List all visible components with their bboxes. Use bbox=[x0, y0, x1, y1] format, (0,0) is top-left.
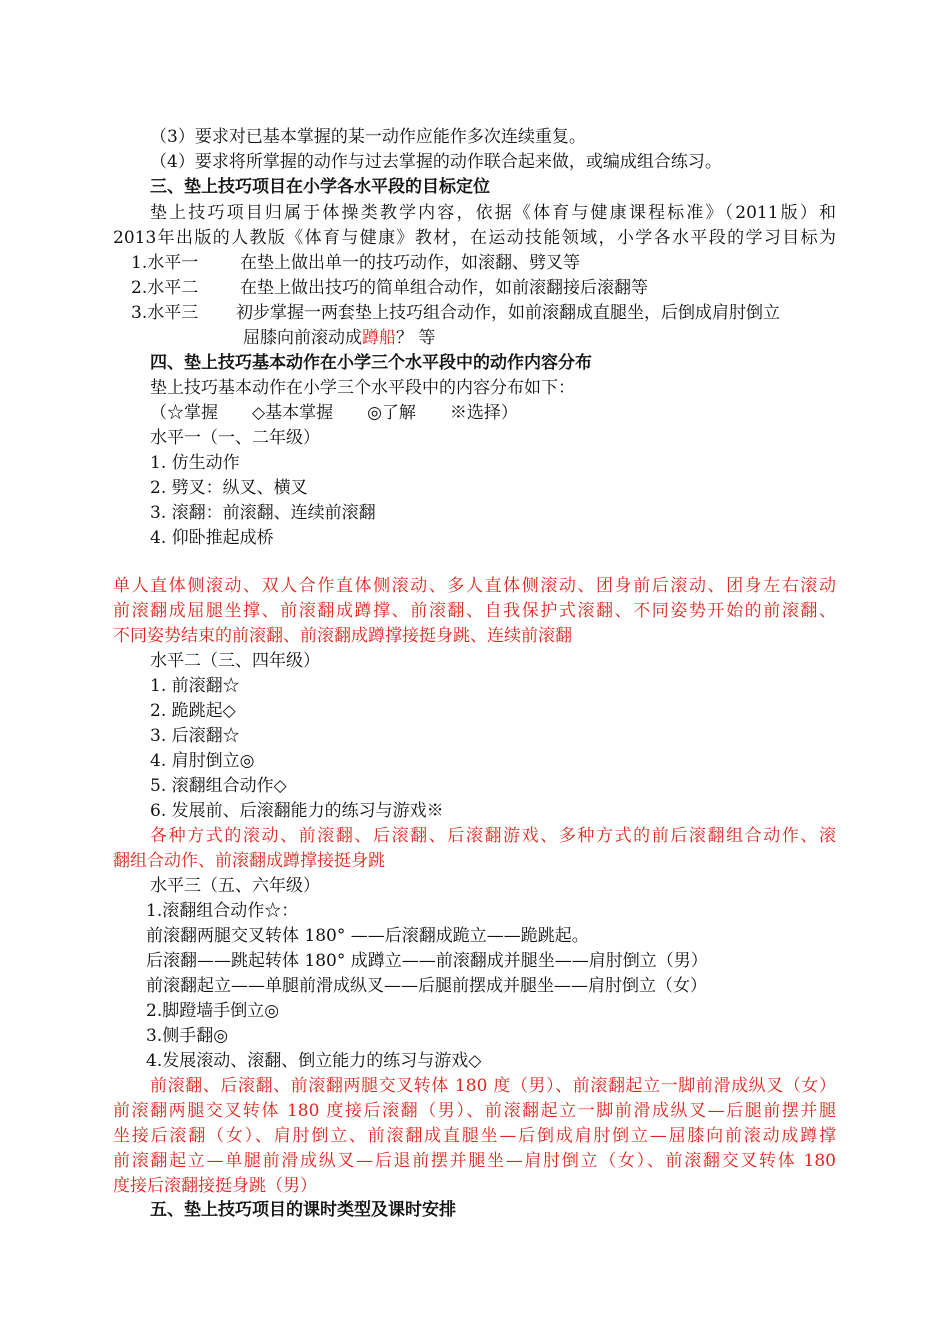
level-3-item: 前滚翻起立——单腿前滑成纵叉——后腿前摆成并腿坐——肩肘倒立（女） bbox=[146, 976, 707, 996]
section-4-legend: （☆掌握 ◇基本掌握 ◎了解 ※选择） bbox=[150, 403, 518, 423]
level-3-goal: 初步掌握一两套垫上技巧组合动作，如前滚翻成直腿坐，后倒成肩肘倒立 bbox=[236, 303, 780, 323]
level-3-item: 后滚翻——跳起转体 180° 成蹲立——前滚翻成并腿坐——肩肘倒立（男） bbox=[146, 951, 708, 971]
level-3-title: 水平三（五、六年级） bbox=[150, 876, 320, 896]
level-2-item: 3. 后滚翻☆ bbox=[150, 726, 240, 746]
level-2-item: 6. 发展前、后滚翻能力的练习与游戏※ bbox=[150, 801, 444, 821]
requirement-3: （3）要求对已基本掌握的某一动作应能作多次连续重复。 bbox=[150, 127, 586, 147]
level-2-label: 2.水平二 bbox=[131, 278, 199, 298]
level-1-red-line: 单人直体侧滚动、双人合作直体侧滚动、多人直体侧滚动、团身前后滚动、团身左右滚动 bbox=[113, 576, 836, 596]
level-3-label: 3.水平三 bbox=[131, 303, 199, 323]
level-1-red-line: 不同姿势结束的前滚翻、前滚翻成蹲撑接挺身跳、连续前滚翻 bbox=[113, 626, 572, 646]
level-3-item: 前滚翻两腿交叉转体 180° ——后滚翻成跪立——跪跳起。 bbox=[146, 926, 589, 946]
level-3-item: 1.滚翻组合动作☆： bbox=[146, 901, 299, 921]
section-4-intro: 垫上技巧基本动作在小学三个水平段中的内容分布如下： bbox=[150, 378, 575, 398]
level-2-item: 5. 滚翻组合动作◇ bbox=[150, 776, 287, 796]
level-3-red-line: 前滚翻起立—单腿前滑成纵叉—后退前摆并腿坐—肩肘倒立（女）、前滚翻交叉转体 180 bbox=[113, 1151, 836, 1171]
level-1-red-line: 前滚翻成屈腿坐撑、前滚翻成蹲撑、前滚翻、自我保护式滚翻、不同姿势开始的前滚翻、 bbox=[113, 601, 836, 621]
level-2-title: 水平二（三、四年级） bbox=[150, 651, 320, 671]
level-2-red-line: 翻组合动作、前滚翻成蹲撑接挺身跳 bbox=[113, 851, 385, 871]
level-3-cont-red-term: 蹲船 bbox=[362, 328, 396, 348]
level-2-item: 1. 前滚翻☆ bbox=[150, 676, 240, 696]
level-3-red-line: 前滚翻两腿交叉转体 180 度接后滚翻（男）、前滚翻起立一脚前滑成纵叉—后腿前摆并腿 bbox=[113, 1101, 836, 1121]
level-3-goal-continued bbox=[243, 326, 435, 351]
level-1-item: 1. 仿生动作 bbox=[150, 453, 240, 473]
level-1-item: 4. 仰卧推起成桥 bbox=[150, 528, 274, 548]
level-2-goal: 在垫上做出技巧的简单组合动作，如前滚翻接后滚翻等 bbox=[240, 278, 648, 298]
level-3-cont-prefix: 屈膝向前滚动成 bbox=[243, 328, 362, 348]
level-3-cont-suffix: ？ 等 bbox=[396, 328, 436, 348]
section-4-heading: 四、垫上技巧基本动作在小学三个水平段中的动作内容分布 bbox=[150, 353, 592, 373]
level-1-item: 2. 劈叉：纵叉、横叉 bbox=[150, 478, 308, 498]
section-3-intro-line-2: 2013年出版的人教版《体育与健康》教材，在运动技能领域，小学各水平段的学习目标为 bbox=[113, 228, 836, 248]
level-2-red-line: 各种方式的滚动、前滚翻、后滚翻、后滚翻游戏、多种方式的前后滚翻组合动作、滚 bbox=[150, 826, 836, 846]
level-3-item: 4.发展滚动、滚翻、倒立能力的练习与游戏◇ bbox=[146, 1051, 482, 1071]
level-3-red-line: 前滚翻、后滚翻、前滚翻两腿交叉转体 180 度（男）、前滚翻起立一脚前滑成纵叉（女） bbox=[150, 1076, 836, 1096]
section-5-heading: 五、垫上技巧项目的课时类型及课时安排 bbox=[150, 1200, 456, 1220]
section-3-intro-line-1: 垫上技巧项目归属于体操类教学内容，依据《体育与健康课程标准》（2011版）和 bbox=[150, 203, 836, 223]
level-1-label: 1.水平一 bbox=[131, 253, 199, 273]
level-3-item: 3.侧手翻◎ bbox=[146, 1026, 229, 1046]
level-2-item: 2. 跪跳起◇ bbox=[150, 701, 236, 721]
requirement-4: （4）要求将所掌握的动作与过去掌握的动作联合起来做，或编成组合练习。 bbox=[150, 152, 722, 172]
level-2-item: 4. 肩肘倒立◎ bbox=[150, 751, 255, 771]
level-1-goal: 在垫上做出单一的技巧动作，如滚翻、劈叉等 bbox=[240, 253, 580, 273]
section-3-heading: 三、垫上技巧项目在小学各水平段的目标定位 bbox=[150, 177, 490, 197]
level-3-red-line: 度接后滚翻接挺身跳（男） bbox=[113, 1176, 317, 1196]
level-3-item: 2.脚蹬墙手倒立◎ bbox=[146, 1001, 280, 1021]
level-1-item: 3. 滚翻：前滚翻、连续前滚翻 bbox=[150, 503, 376, 523]
level-3-red-line: 坐接后滚翻（女）、肩肘倒立、前滚翻成直腿坐—后倒成肩肘倒立—屈膝向前滚动成蹲撑 bbox=[113, 1126, 836, 1146]
level-1-title: 水平一（一、二年级） bbox=[150, 428, 320, 448]
